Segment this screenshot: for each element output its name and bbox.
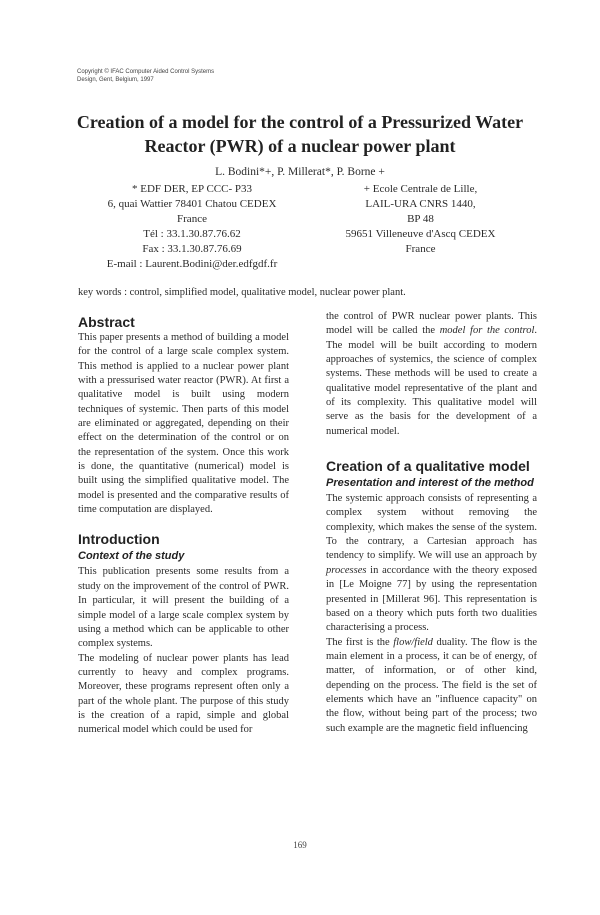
affiliation-line: BP 48 — [407, 213, 434, 225]
right-column — [326, 310, 537, 736]
affiliation-line: France — [177, 213, 207, 225]
emphasis-processes: processes — [326, 564, 367, 576]
title-line: Reactor (PWR) of a nuclear power plant — [144, 136, 456, 156]
text-run: duality. The flow is the main element in a process, it can be of energy, of matter, of information, or of other kind, depending on the process. The field is the set of elements which have an "influence capacity" on the flow, without being part of the process; two such example are the magnetic field influencing — [326, 636, 537, 734]
affiliation-edf — [78, 182, 306, 272]
qualitative-paragraph — [326, 636, 537, 736]
abstract-text: This paper presents a method of building a model for the control of a large scale complex system. This method is applied to a nuclear power plant with a pressurised water reactor (PWR). At first a qualitative model is built using modern techniques of systemic. Then parts of this model are eliminated or aggregated, depending on their effect on the determination of the control or on the representation of the system. Once this work is done, the quantitative (numerical) model is built using the simplified qualitative model. The model is presented and the comparative results of time computation are displayed. — [78, 332, 289, 516]
affiliation-line: LAIL-URA CNRS 1440, — [365, 198, 476, 210]
affiliation-line: Tél : 33.1.30.87.76.62 — [143, 228, 241, 240]
context-subheading: Context of the study — [78, 550, 185, 563]
emphasis-model-for-control: model for the control — [439, 325, 535, 337]
copyright-notice — [77, 68, 377, 84]
introduction-heading: Introduction — [78, 531, 160, 548]
text-run: The systemic approach consists of representing a complex system without removing the complexity, which makes the sense of the system. To the contrary, a Cartesian approach has tendency to simplify. We will use an approach by — [326, 493, 537, 562]
title-line: Creation of a model for the control of a Pressurized Water — [76, 112, 524, 132]
left-column — [78, 313, 289, 738]
text-run: The first is the — [326, 636, 394, 648]
abstract-heading: Abstract — [78, 314, 135, 330]
affiliation-line: * EDF DER, EP CCC- P33 — [131, 183, 252, 195]
emphasis-flow-field: flow/field — [393, 636, 433, 648]
text-run: in accordance with the theory exposed in [Le Moigne 77] by using the representation presented in [Millerat 96]. This representation is based on a theory which puts forth two dualities characterising a process. — [326, 564, 537, 634]
affiliation-lille — [318, 182, 523, 257]
qualitative-model-heading: Creation of a qualitative model — [326, 458, 530, 475]
text-run: the control of PWR nuclear power plants. This model will be called the — [326, 311, 537, 337]
page-number: 169 — [293, 840, 307, 850]
intro-continuation-paragraph — [326, 310, 537, 439]
introduction-paragraph: This publication presents some results from a study on the improvement of the control of PWR. In particular, it will present the building of a simple model of a large scale complex system by using a method which can be applicable to other complex systems. — [78, 566, 289, 650]
introduction-paragraph: The modeling of nuclear power plants has lead currently to heavy and complex programs. Moreover, these programs represent often only a part of the whole plant. The purpose of this study is the creation of a rapid, simple and global numerical model which could be used for — [78, 652, 289, 736]
affiliation-line: + Ecole Centrale de Lille, — [363, 183, 478, 195]
paper-title — [60, 110, 540, 158]
affiliation-line: 6, quai Wattier 78401 Chatou CEDEX — [107, 198, 277, 210]
affiliation-line: 59651 Villeneuve d'Ascq CEDEX — [345, 228, 496, 240]
affiliation-line: Fax : 33.1.30.87.76.69 — [142, 243, 242, 255]
text-run: . The model will be built according to modern approaches of systemics, the science of complex systems. These methods will be used to create a qualitative model representative of the plant and of its complexity. This qualitative model will serve as the basis for the development of a numerical model. — [326, 325, 537, 437]
affiliation-line: France — [405, 243, 436, 255]
affiliation-email: E-mail : Laurent.Bodini@der.edfgdf.fr — [106, 258, 278, 270]
keywords: key words : control, simplified model, qualitative model, nuclear power plant. — [78, 287, 406, 298]
author-list: L. Bodini*+, P. Millerat*, P. Borne + — [215, 166, 385, 178]
presentation-subheading: Presentation and interest of the method — [326, 477, 534, 490]
copyright-line: Design, Gent, Belgium, 1997 — [77, 77, 154, 83]
copyright-line: Copyright © IFAC Computer Aided Control Systems — [77, 69, 215, 75]
qualitative-paragraph — [326, 492, 537, 635]
